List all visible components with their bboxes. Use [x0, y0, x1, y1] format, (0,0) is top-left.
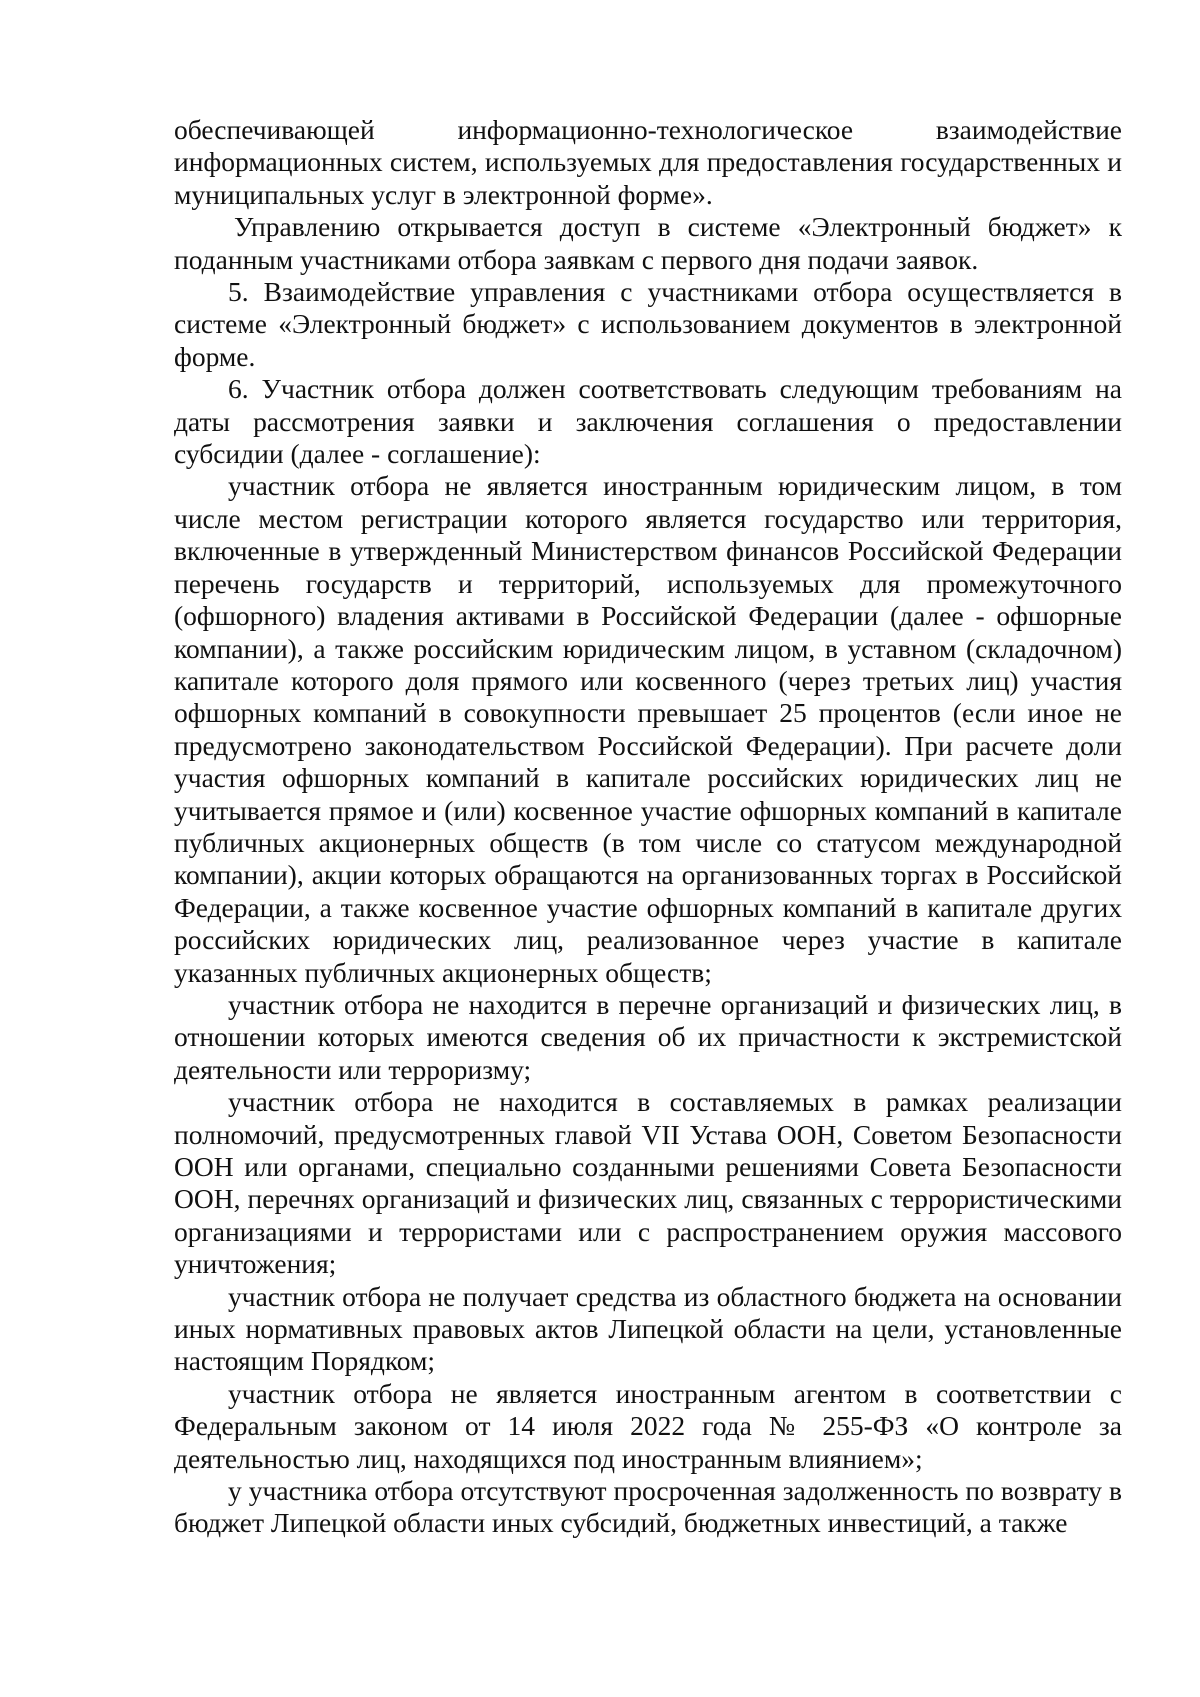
paragraph-requirement-extremism: участник отбора не находится в перечне организаций и физических лиц, в отношении которых имеются сведения об их причастности к экстремистской деятельности или терроризму; — [174, 988, 1122, 1085]
paragraph-requirement-offshore: участник отбора не является иностранным юридическим лицом, в том числе местом регистрации которого является государство или территория, включенные в утвержденный Министерством финансов Российской Федерации перечень государств и территорий, используемых для промежуточного (офшорного) владения активами в Российской Федерации (далее - офшорные компании), а также российским юридическим лицом, в уставном (складочном) капитале которого доля прямого или косвенного (через третьих лиц) участия офшорных компаний в совокупности превышает 25 процентов (если иное не предусмотрено законодательством Российской Федерации). При расчете доли участия офшорных компаний в капитале российских юридических лиц не учитывается прямое и (или) косвенное участие офшорных компаний в капитале публичных акционерных обществ (в том числе со статусом международной компании), акции которых обращаются на организованных торгах в Российской Федерации, а также косвенное участие офшорных компаний в капитале других российских юридических лиц, реализованное через участие в капитале указанных публичных акционерных обществ; — [174, 470, 1122, 988]
paragraph-access: Управлению открывается доступ в системе «Электронный бюджет» к поданным участниками отбора заявкам с первого дня подачи заявок. — [174, 211, 1122, 275]
paragraph-requirement-debt: у участника отбора отсутствуют просроченная задолженность по возврату в бюджет Липецкой области иных субсидий, бюджетных инвестиций, а также — [174, 1475, 1122, 1539]
paragraph-item-6: 6. Участник отбора должен соответствовать следующим требованиям на даты рассмотрения заявки и заключения соглашения о предоставлении субсидии (далее - соглашение): — [174, 373, 1122, 470]
paragraph-requirement-foreign-agent: участник отбора не является иностранным агентом в соответствии с Федеральным законом от 14 июля 2022 года № 255-ФЗ «О контроле за деятельностью лиц, находящихся под иностранным влиянием»; — [174, 1377, 1122, 1474]
paragraph-requirement-budget-funds: участник отбора не получает средства из областного бюджета на основании иных нормативных правовых актов Липецкой области на цели, установленные настоящим Порядком; — [174, 1280, 1122, 1377]
document-page — [174, 114, 1122, 1540]
paragraph-continuation: обеспечивающей информационно-технологическое взаимодействие информационных систем, используемых для предоставления государственных и муниципальных услуг в электронной форме». — [174, 114, 1122, 210]
paragraph-item-5: 5. Взаимодействие управления с участниками отбора осуществляется в системе «Электронный бюджет» с использованием документов в электронной форме. — [174, 276, 1122, 372]
paragraph-requirement-un-lists: участник отбора не находится в составляемых в рамках реализации полномочий, предусмотренных главой VII Устава ООН, Советом Безопасности ООН или органами, специально созданными решениями Совета Безопасности ООН, перечнях организаций и физических лиц, связанных с террористическими организациями и террористами или с распространением оружия массового уничтожения; — [174, 1086, 1122, 1280]
